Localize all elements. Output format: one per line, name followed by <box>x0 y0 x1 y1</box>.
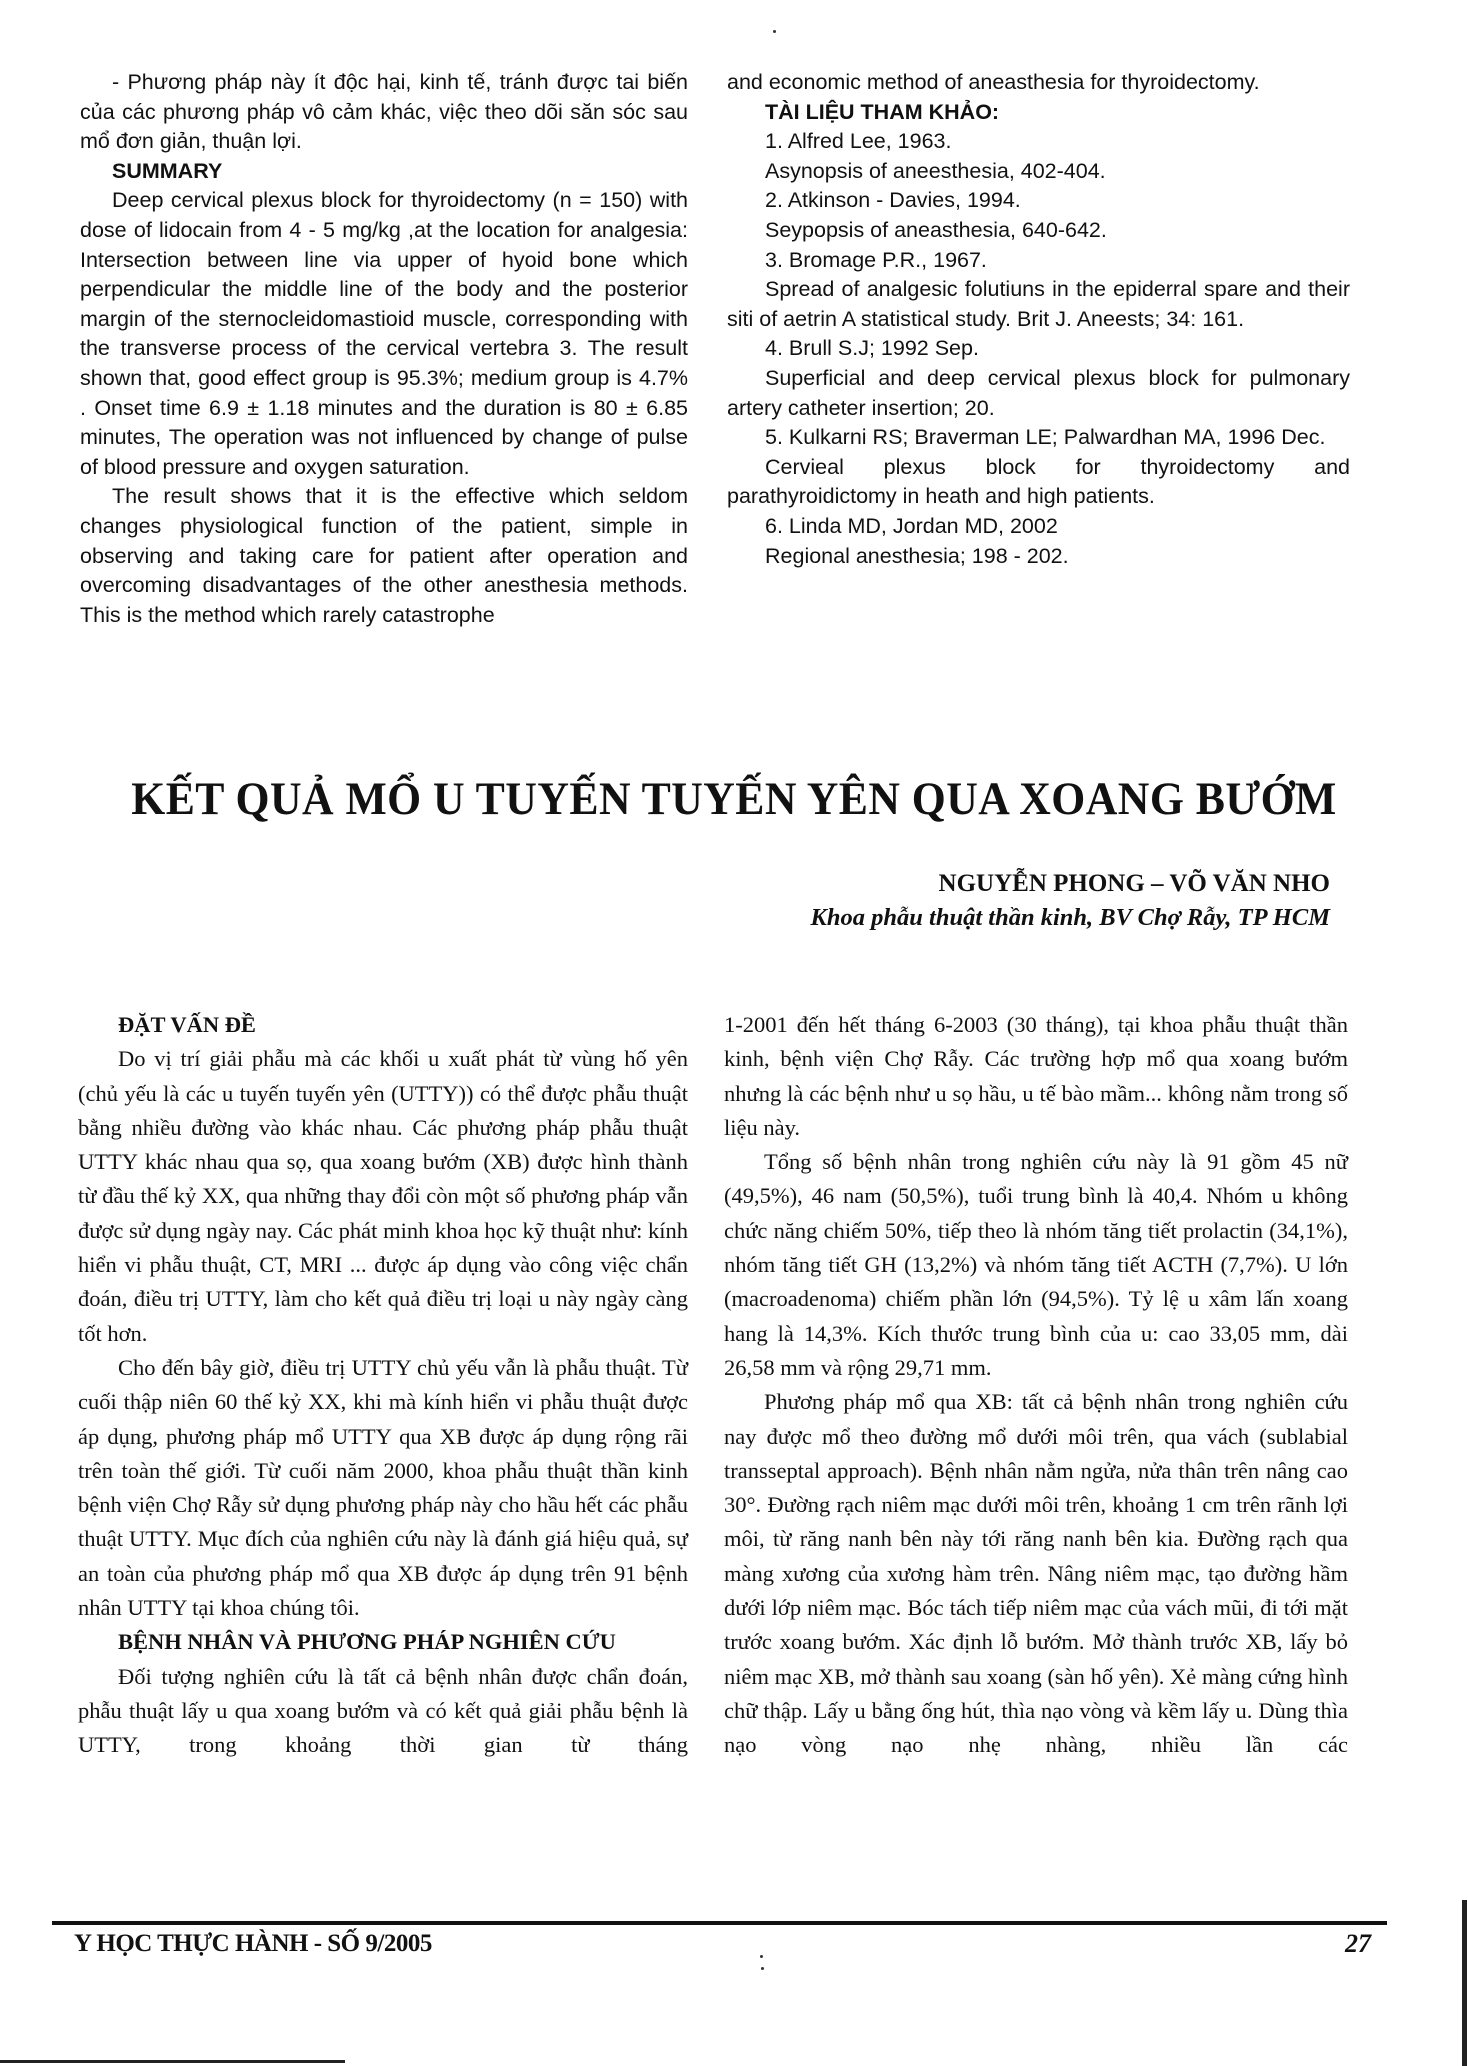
previous-article-right-column <box>727 68 1350 571</box>
conclusion-paragraph: - Phương pháp này ít độc hại, kinh tế, tránh được tai biến của các phương pháp vô cảm khác, việc theo dõi săn sóc sau mổ đơn giản, thuận lợi. <box>80 70 688 154</box>
reference-author: 3. Bromage P.R., 1967. <box>765 247 987 272</box>
article-left-column <box>78 1008 688 1763</box>
scan-speck <box>761 1967 764 1970</box>
body-paragraph: Tổng số bệnh nhân trong nghiên cứu này là 91 gồm 45 nữ (49,5%), 46 nam (50,5%), tuổi trung bình là 40,4. Nhóm u không chức năng chiếm 50%, tiếp theo là nhóm tăng tiết prolactin (34,1%), nhóm tăng tiết GH (13,2%) và nhóm tăng tiết ACTH (7,7%). U lớn (macroadenoma) chiếm phần lớn (94,5%). Tỷ lệ u xâm lấn xoang hang là 14,3%. Kích thước trung bình của u: cao 33,05 mm, dài 26,58 mm và rộng 29,71 mm. <box>724 1149 1348 1380</box>
section-heading-introduction: ĐẶT VẤN ĐỀ <box>118 1012 256 1037</box>
reference-title: Asynopsis of aneesthesia, 402-404. <box>765 158 1106 183</box>
body-paragraph: Đối tượng nghiên cứu là tất cả bệnh nhân được chẩn đoán, phẫu thuật lấy u qua xoang bướm và có kết quả giải phẫu bệnh là UTTY, trong khoảng thời gian từ tháng <box>78 1663 688 1758</box>
reference-item <box>727 186 1350 245</box>
summary-paragraph-2: The result shows that it is the effective which seldom changes physiological function of the patient, simple in observing and taking care for patient after operation and overcoming disadvantages of the other anesthesia methods. This is the method which rarely catastrophe <box>80 484 688 627</box>
reference-author: 6. Linda MD, Jordan MD, 2002 <box>765 513 1058 538</box>
body-paragraph: Cho đến bây giờ, điều trị UTTY chủ yếu vẫn là phẫu thuật. Từ cuối thập niên 60 thế kỷ XX, khi mà kính hiển vi phẫu thuật được áp dụng, phương pháp mổ UTTY qua XB được áp dụng rộng rãi trên toàn thế giới. Từ cuối năm 2000, khoa phẫu thuật thần kinh bệnh viện Chợ Rẫy sử dụng phương pháp này cho hầu hết các phẫu thuật UTTY. Mục đích của nghiên cứu này là đánh giá hiệu quả, sự an toàn của phương pháp mổ qua XB được áp dụng trên 91 bệnh nhân UTTY tại khoa chúng tôi. <box>78 1354 688 1621</box>
article-title: KẾT QUẢ MỔ U TUYẾN TUYẾN YÊN QUA XOANG BƯỚM <box>131 773 1337 825</box>
article-right-column <box>724 1008 1348 1763</box>
summary-paragraph: Deep cervical plexus block for thyroidectomy (n = 150) with dose of lidocain from 4 - 5 mg/kg ,at the location for analgesia: Intersection between line via upper of hyoid bone which perpendicular the middle line of the body and the posterior margin of the sternocleidomastioid muscle, corresponding with the transverse process of the cervical vertebra 3. The result shown that, good effect group is 95.3%; medium group is 4.7% . Onset time 6.9 ± 1.18 minutes and the duration is 80 ± 6.85 minutes, The operation was not influenced by change of pulse of blood pressure and oxygen saturation. <box>80 188 688 479</box>
reference-item <box>727 512 1350 571</box>
reference-title: Seypopsis of aneasthesia, 640-642. <box>765 217 1107 242</box>
body-paragraph-continuation: 1-2001 đến hết tháng 6-2003 (30 tháng), tại khoa phẫu thuật thần kinh, bệnh viện Chợ Rẫy. Các trường hợp mổ qua xoang bướm nhưng là các bệnh như u sọ hầu, u tế bào mầm... không nằm trong số liệu này. <box>724 1012 1348 1140</box>
reference-author: 1. Alfred Lee, 1963. <box>765 129 952 154</box>
scan-speck <box>760 1955 763 1958</box>
references-heading: TÀI LIỆU THAM KHẢO: <box>765 99 1000 124</box>
scan-edge-bar <box>1462 1900 1467 2066</box>
scan-edge-line <box>0 2060 345 2063</box>
summary-heading: SUMMARY <box>112 158 223 183</box>
reference-item <box>727 334 1350 423</box>
article-authors: NGUYỄN PHONG – VÕ VĂN NHO <box>938 870 1330 897</box>
summary-continuation: and economic method of aneasthesia for thyroidectomy. <box>727 70 1260 94</box>
section-heading-methods: BỆNH NHÂN VÀ PHƯƠNG PHÁP NGHIÊN CỨU <box>118 1629 616 1655</box>
reference-title: Cervieal plexus block for thyroidectomy and parathyroidictomy in heath and high patients. <box>727 454 1350 509</box>
reference-item <box>727 423 1350 512</box>
reference-author: 4. Brull S.J; 1992 Sep. <box>765 336 979 361</box>
scan-speck <box>773 30 776 33</box>
reference-title: Superficial and deep cervical plexus block for pulmonary artery catheter insertion; 20. <box>727 365 1350 420</box>
reference-author: 5. Kulkarni RS; Braverman LE; Palwardhan MA, 1996 Dec. <box>765 425 1326 450</box>
reference-title: Spread of analgesic folutiuns in the epiderral spare and their siti of aetrin A statistical study. Brit J. Aneests; 34: 161. <box>727 277 1350 331</box>
reference-item <box>727 127 1350 186</box>
page-number: 27 <box>1345 1929 1371 1958</box>
article-affiliation: Khoa phẫu thuật thần kinh, BV Chợ Rẫy, TP HCM <box>810 904 1330 931</box>
reference-item <box>727 246 1350 335</box>
journal-footer: Y HỌC THỰC HÀNH - SỐ 9/2005 <box>74 1930 432 1957</box>
previous-article-left-column <box>80 68 688 630</box>
reference-title: Regional anesthesia; 198 - 202. <box>765 543 1069 568</box>
body-paragraph: Phương pháp mổ qua XB: tất cả bệnh nhân trong nghiên cứu nay được mổ theo đường mổ dưới môi trên, qua vách (sublabial transseptal approach). Bệnh nhân nằm ngửa, nửa thân trên nâng cao 30°. Đường rạch niêm mạc dưới môi trên, khoảng 1 cm trên rãnh lợi môi, từ răng nanh bên này tới răng nanh bên kia. Đường rạch qua màng xương của xương hàm trên. Nâng niêm mạc, tạo đường hầm dưới lớp niêm mạc. Bóc tách tiếp niêm mạc của vách mũi, đi tới mặt trước xoang bướm. Xác định lỗ bướm. Mở thành trước XB, lấy bỏ niêm mạc XB, mở thành sau xoang (sàn hố yên). Xẻ màng cứng hình chữ thập. Lấy u bằng ống hút, thìa nạo vòng và kềm lấy u. Dùng thìa nạo vòng nạo nhẹ nhàng, nhiều lần các <box>724 1389 1348 1758</box>
reference-author: 2. Atkinson - Davies, 1994. <box>765 188 1021 213</box>
footer-rule <box>52 1921 1387 1925</box>
body-paragraph: Do vị trí giải phẫu mà các khối u xuất phát từ vùng hố yên (chủ yếu là các u tuyến tuyến yên (UTTY)) có thể được phẫu thuật bằng nhiều đường vào khác nhau. Các phương pháp phẫu thuật UTTY khác nhau qua sọ, qua xoang bướm (XB) được hình thành từ đầu thế kỷ XX, qua những thay đổi còn một số phương pháp vẫn được sử dụng ngày nay. Các phát minh khoa học kỹ thuật như: kính hiển vi phẫu thuật, CT, MRI ... được áp dụng vào công việc chẩn đoán, điều trị UTTY, làm cho kết quả điều trị loại u này ngày càng tốt hơn. <box>78 1046 688 1346</box>
